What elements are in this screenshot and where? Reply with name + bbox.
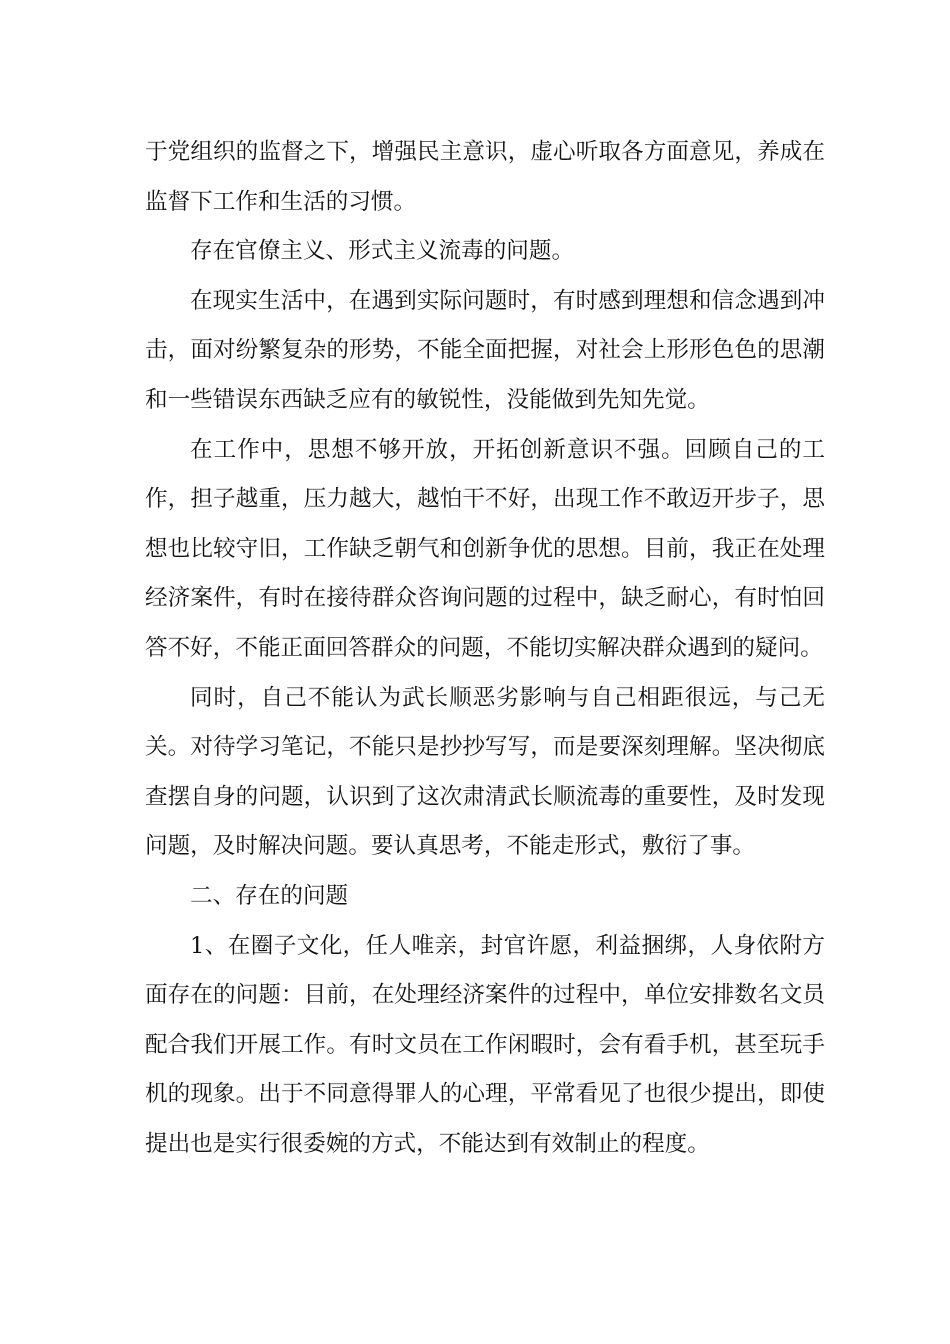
paragraph-2: 存在官僚主义、形式主义流毒的问题。 — [190, 238, 575, 265]
document-body — [145, 128, 825, 1169]
paragraph-5: 同时，自己不能认为武长顺恶劣影响与自己相距很远，与己无关。对待学习笔记，不能只是抄抄写写，而是要深刻理解。坚决彻底查摆自身的问题，认识到了这次肃清武长顺流毒的重要性，及时发现问题，及时解决问题。要认真思考，不能走形式，敷衍了事。 — [145, 684, 825, 860]
paragraph-7: 1、在圈子文化，任人唯亲，封官许愿，利益捆绑，人身依附方面存在的问题：目前，在处理经济案件的过程中，单位安排数名文员配合我们开展工作。有时文员在工作闲暇时，会有看手机，甚至玩手机的现象。出于不同意得罪人的心理，平常看见了也很少提出，即使提出也是实行很委婉的方式，不能达到有效制止的程度。 — [145, 932, 825, 1157]
paragraph-1: 于党组织的监督之下，增强民主意识，虚心听取各方面意见，养成在监督下工作和生活的习惯。 — [145, 139, 825, 215]
paragraph-4: 在工作中，思想不够开放，开拓创新意识不强。回顾自己的工作，担子越重，压力越大，越怕干不好，出现工作不敢迈开步子，思想也比较守旧，工作缺乏朝气和创新争优的思想。目前，我正在处理经济案件，有时在接待群众咨询问题的过程中，缺乏耐心，有时怕回答不好，不能正面回答群众的问题，不能切实解决群众遇到的疑问。 — [145, 436, 825, 661]
paragraph-3: 在现实生活中，在遇到实际问题时，有时感到理想和信念遇到冲击，面对纷繁复杂的形势，不能全面把握，对社会上形形色色的思潮和一些错误东西缺乏应有的敏锐性，没能做到先知先觉。 — [145, 287, 825, 413]
section-heading: 二、存在的问题 — [190, 882, 349, 909]
